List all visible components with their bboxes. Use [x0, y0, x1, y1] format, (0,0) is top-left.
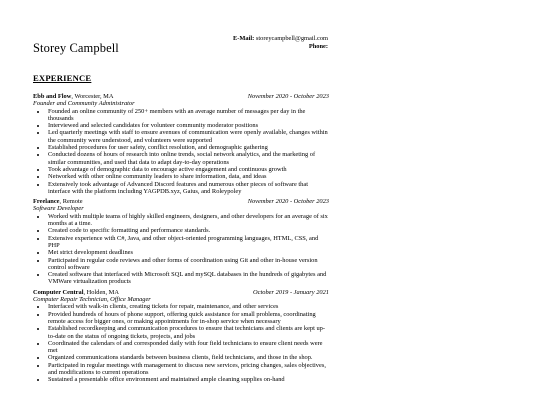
job-bullet: • Created software that interfaced with Microsoft SQL and mySQL databases in the hundreds of gigabytes and VMWare virtualization products: [47, 271, 329, 286]
job-bullet: • Created code to specific formatting and performance standards.: [47, 227, 329, 234]
job-org: Freelance: [33, 198, 60, 206]
job-bullet: • Participated in regular meetings with management to discuss new services, pricing changes, sales objectives, and modifications to current operations: [47, 362, 329, 377]
job-role: Founder and Community Administrator: [33, 100, 135, 108]
job-role: Software Developer: [33, 205, 84, 213]
job-bullet: • Extensive experience with C#, Java, and other object-oriented programming languages, HTML, CSS, and PHP: [47, 235, 329, 250]
job-location: , Worcester, MA: [71, 93, 114, 100]
candidate-name: Storey Campbell: [33, 41, 119, 55]
job-bullet: • Participated in regular code reviews and other forms of coordination using Git and other in-house version control software: [47, 257, 329, 272]
email-line: [233, 35, 328, 43]
contact-block: [233, 35, 328, 50]
job-location: , Holden, MA: [83, 288, 119, 296]
job-header: [33, 93, 329, 100]
job-bullet: • Extensively took advantage of Advanced Discord features and numerous other pieces of software that interface with the platform including YAGPDB.xyz, Gaius, and Roleypoley: [47, 181, 329, 196]
job-dates: October 2019 - January 2021: [253, 288, 329, 296]
phone-label: Phone:: [308, 42, 328, 50]
job-org: Ebb and Flow: [33, 93, 72, 100]
job-bullet: • Established procedures for user safety, conflict resolution, and demographic gathering: [47, 144, 329, 151]
job-bullets: [33, 303, 329, 383]
job-entry: [33, 289, 329, 384]
job-org: Computer Central: [33, 288, 84, 296]
email-value[interactable]: storeycampbell@gmail.com: [255, 35, 328, 42]
experience-list: [33, 93, 329, 387]
job-bullet: • Established recordkeeping and communication procedures to ensure that technicians and clients are kept up-to-date on the status of ongoing tickets, projects, and jobs: [47, 325, 329, 340]
job-bullet: • Organized communications standards between business clients, field technicians, and those in the shop.: [47, 354, 329, 361]
job-bullet: • Provided hundreds of hours of phone support, offering quick assistance for small problems, coordinating remote access for bigger ones, or making appointments for in-shop service when necessary: [47, 311, 329, 326]
phone-line: [233, 43, 328, 51]
job-employer: [33, 198, 83, 205]
job-bullet: • Met strict development deadlines: [47, 249, 329, 256]
section-title-experience: EXPERIENCE: [33, 73, 92, 83]
job-bullets: [33, 213, 329, 286]
job-bullet: • Worked with multiple teams of highly skilled engineers, designers, and other developers for an average of six months at a time.: [47, 213, 329, 228]
job-bullet: • Led quarterly meetings with staff to ensure avenues of communication were openly available, changes within the community were understood, and volunteers were supported: [47, 129, 329, 144]
job-dates: November 2020 - October 2023: [247, 198, 329, 206]
job-location: , Remote: [59, 198, 83, 206]
job-bullet: • Interfaced with walk-in clients, creating tickets for repair, maintenance, and other services: [47, 303, 329, 310]
job-entry: [33, 198, 329, 286]
job-employer: [33, 93, 113, 100]
job-bullet: • Sustained a presentable office environment and maintained ample cleaning supplies on-hand: [47, 376, 329, 383]
email-label: E-Mail:: [232, 35, 255, 42]
job-bullet: • Networked with other online community leaders to share information, data, and ideas: [47, 173, 329, 180]
job-header: [33, 198, 329, 205]
job-bullets: [33, 108, 329, 196]
job-dates: November 2020 - October 2023: [247, 93, 329, 100]
job-bullet: • Conducted dozens of hours of research into online trends, social network analytics, and the marketing of similar communities, and used that data to adapt day-to-day operations: [47, 151, 329, 166]
job-bullet: • Interviewed and selected candidates for volunteer community moderator positions: [47, 122, 329, 129]
job-entry: [33, 93, 329, 195]
job-bullet: • Coordinated the calendars of and corresponded daily with four field technicians to ensure client needs were met: [47, 340, 329, 355]
job-employer: [33, 289, 119, 296]
job-header: [33, 289, 329, 296]
job-role: Computer Repair Technician, Office Manager: [33, 296, 151, 304]
job-bullet: • Founded an online community of 250+ members with an average number of messages per day in the thousands: [47, 108, 329, 123]
job-bullet: • Took advantage of demographic data to encourage active engagement and continuous growth: [47, 166, 329, 173]
